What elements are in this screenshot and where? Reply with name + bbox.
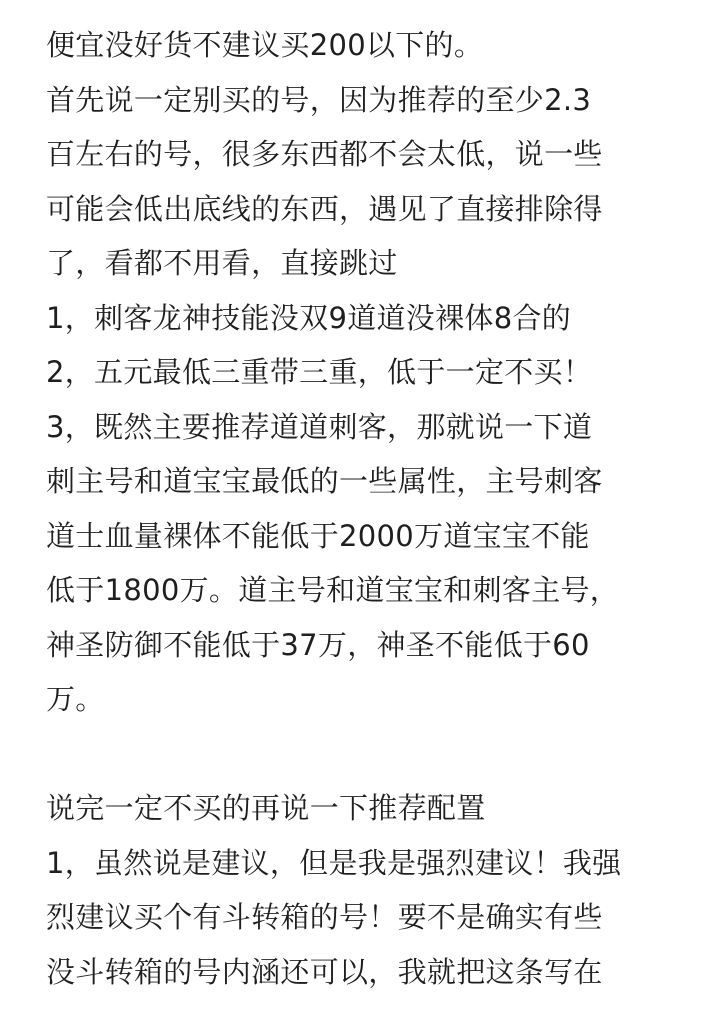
list-item-3: 3，既然主要推荐道道刺客，那就说一下道: [46, 409, 593, 444]
text-line: 万。: [46, 682, 105, 716]
text-line: 首先说一定别买的号，因为推荐的至少2.3: [46, 82, 592, 117]
text-line: 道士血量裸体不能低于2000万道宝宝不能: [46, 518, 590, 553]
text-line: 没斗转箱的号内涵还可以，我就把这条写在: [46, 954, 603, 989]
text-line: 神圣防御不能低于37万，神圣不能低于60: [46, 627, 590, 662]
text-line: 烈建议买个有斗转箱的号！要不是确实有些: [46, 900, 603, 934]
text-line: 百左右的号，很多东西都不会太低，说一些: [46, 137, 603, 171]
text-line: 便宜没好货不建议买200以下的。: [46, 28, 484, 62]
text-line: 刺主号和道宝宝最低的一些属性，主号刺客: [46, 464, 603, 498]
text-line: 低于1800万。道主号和道宝宝和刺客主号，: [46, 573, 620, 607]
blank-line: [46, 727, 696, 782]
text-line: 了，看都不用看，直接跳过: [46, 246, 398, 280]
article-body: [46, 18, 696, 999]
text-line: 可能会低出底线的东西，遇见了直接排除得: [46, 191, 603, 226]
list-item-2: 2，五元最低三重带三重，低于一定不买！: [46, 355, 593, 389]
list-item-1: 1，刺客龙神技能没双9道道没裸体8合的: [46, 300, 572, 335]
section-heading: 说完一定不买的再说一下推荐配置: [46, 791, 486, 825]
recommend-item-1: 1，虽然说是建议，但是我是强烈建议！我强: [46, 845, 622, 880]
